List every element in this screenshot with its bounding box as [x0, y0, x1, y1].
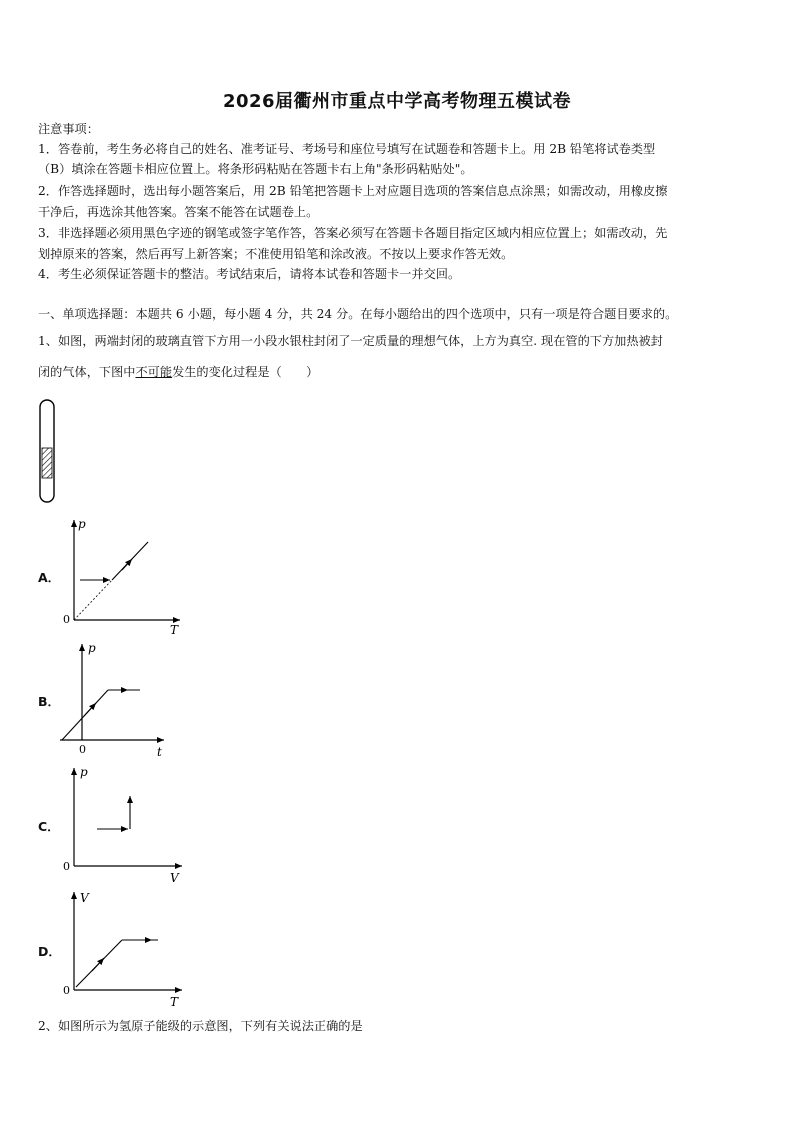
question-1-line-1: 1、如图，两端封闭的玻璃直管下方用一小段水银柱封闭了一定质量的理想气体，上方为真空. 现在管的下方加热被封 [38, 334, 663, 348]
option-a-label: A． [38, 570, 61, 585]
x-axis-label: t [157, 745, 162, 759]
direction-arrow [84, 703, 96, 716]
notice-line: 3．非选择题必须用黑色字迹的钢笔或签字笔作答，答案必须写在答题卡各题目指定区域内相应位置上；如需改动，先 [38, 226, 668, 240]
notice-line: 4．考生必须保证答题卡的整洁。考试结束后，请将本试卷和答题卡一并交回。 [38, 267, 461, 281]
direction-arrow [122, 559, 132, 570]
notice-line: 干净后，再选涂其他答案。答案不能答在试题卷上。 [38, 205, 319, 219]
origin-label: 0 [63, 860, 70, 873]
question-1-line-2: 闭的气体，下图中不可能发生的变化过程是（ ） [38, 365, 319, 379]
notice-heading: 注意事项： [38, 122, 99, 136]
option-d-label: D． [38, 944, 61, 959]
origin-label: 0 [63, 984, 70, 997]
option-c-label: C． [38, 819, 60, 834]
notice-line: （B）填涂在答题卡相应位置上。将条形码粘贴在答题卡右上角"条形码粘贴处"。 [38, 162, 473, 176]
origin-label: 0 [79, 743, 86, 756]
x-axis-label: T [170, 995, 179, 1009]
underlined-text: 不可能 [135, 365, 173, 379]
direction-arrow [92, 958, 104, 971]
page-title: 2026届衢州市重点中学高考物理五模试卷 [222, 91, 572, 112]
x-axis-label: V [170, 871, 179, 885]
option-a-graph [60, 514, 190, 640]
y-axis-label: p [78, 517, 86, 531]
y-axis-label: p [80, 765, 88, 779]
sealed-tube-figure [36, 398, 60, 504]
dashed-extension [74, 580, 112, 620]
notice-line: 划掉原来的答案，然后再写上新答案；不准使用铅笔和涂改液。不按以上要求作答无效。 [38, 247, 514, 261]
mercury-column [42, 448, 52, 478]
x-axis-label: T [170, 623, 179, 637]
y-axis-label: V [80, 891, 89, 905]
y-axis-label: p [88, 641, 96, 655]
option-c-graph [60, 766, 190, 886]
option-b-graph [58, 640, 173, 760]
option-b-label: B． [38, 694, 61, 709]
notice-line: 2．作答选择题时，选出每小题答案后，用 2B 铅笔把答题卡上对应题目选项的答案信息点涂黑；如需改动，用橡皮擦 [38, 184, 668, 198]
origin-label: 0 [63, 613, 70, 626]
section-heading: 一、单项选择题：本题共 6 小题，每小题 4 分，共 24 分。在每小题给出的四个选项中，只有一项是符合题目要求的。 [38, 307, 678, 321]
question-2: 2、如图所示为氢原子能级的示意图，下列有关说法正确的是 [38, 1019, 363, 1033]
notice-line: 1．答卷前，考生务必将自己的姓名、准考证号、考场号和座位号填写在试题卷和答题卡上。用 2B 铅笔将试卷类型 [38, 142, 656, 156]
option-d-graph [60, 890, 190, 1010]
